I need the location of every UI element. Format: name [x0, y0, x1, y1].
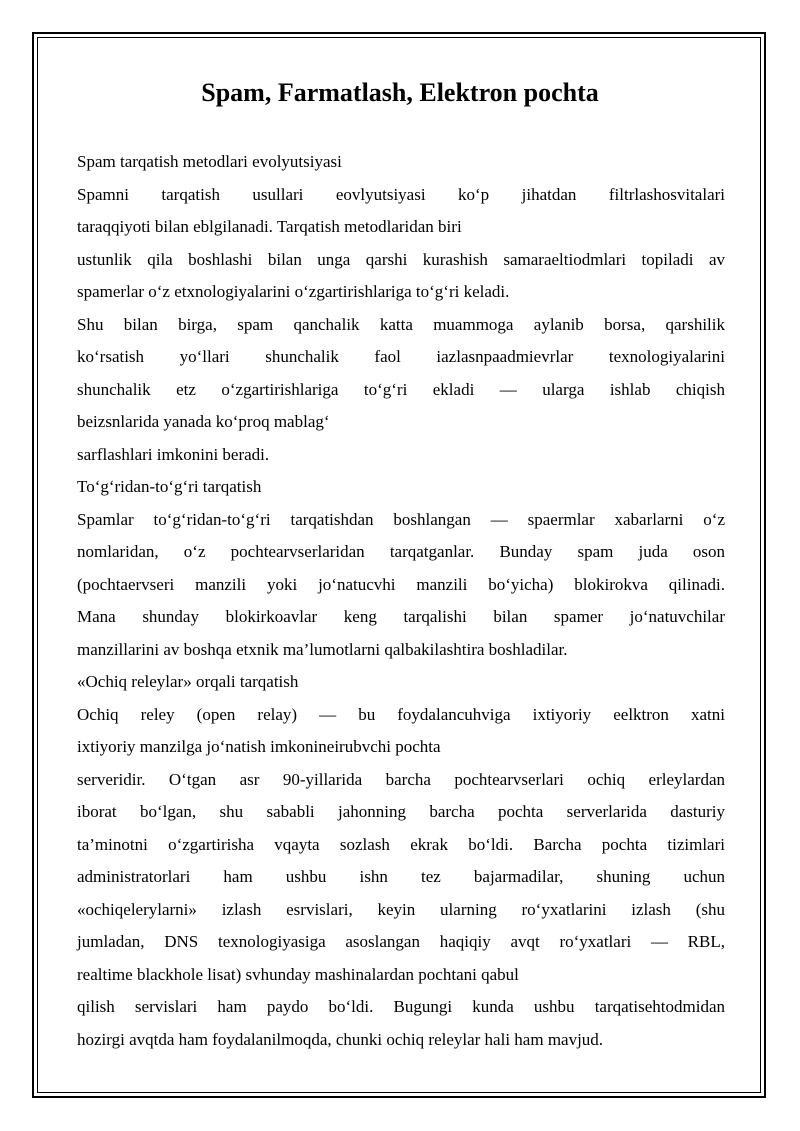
text-line: realtime blackhole lisat) svhunday mashinalardan pochtani qabul — [77, 965, 519, 984]
text-line: «ochiqelerylarni» izlash esrvislari, keyin ularning ro‘yxatlarini izlash (shu — [77, 900, 725, 919]
text-line: administratorlari ham ushbu ishn tez bajarmadilar, shuning uchun — [77, 867, 725, 886]
text-line: manzillarini av boshqa etxnik ma’lumotlarni qalbakilashtira boshladilar. — [77, 640, 568, 659]
text-line: hozirgi avqtda ham foydalanilmoqda, chunki ochiq releylar hali ham mavjud. — [77, 1030, 604, 1049]
text-line: taraqqiyoti bilan eblgilanadi. Tarqatish metodlaridan biri — [77, 217, 462, 236]
text-line: shunchalik etz o‘zgartirishlariga to‘g‘ri ekladi — ularga ishlab chiqish — [77, 380, 725, 399]
text-line: spamerlar o‘z etxnologiyalarini o‘zgartirishlariga to‘g‘ri keladi. — [77, 282, 510, 301]
text-line: ustunlik qila boshlashi bilan unga qarshi kurashish samaraeltiodmlari topiladi av — [77, 250, 725, 269]
text-line: ta’minotni o‘zgartirisha vqayta sozlash ekrak bo‘ldi. Barcha pochta tizimlari — [77, 835, 725, 854]
text-line: ko‘rsatish yo‘llari shunchalik faol iazlasnpaadmievrlar texnologiyalarini — [77, 347, 725, 366]
text-line: ixtiyoriy manzilga jo‘natish imkonineirubvchi pochta — [77, 737, 441, 756]
text-line: (pochtaervseri manzili yoki jo‘natucvhi manzili bo‘yicha) blokirokva qilinadi. — [77, 575, 725, 594]
text-line: To‘g‘ridan-to‘g‘ri tarqatish — [77, 477, 262, 496]
text-line: sarflashlari imkonini beradi. — [77, 445, 270, 464]
text-line: qilish servislari ham paydo bo‘ldi. Bugungi kunda ushbu tarqatisehtodmidan — [77, 997, 725, 1016]
text-line: «Ochiq releylar» orqali tarqatish — [77, 672, 299, 691]
text-line: Ochiq reley (open relay) — bu foydalancuhviga ixtiyoriy eelktron xatni — [77, 705, 725, 724]
text-line: Mana shunday blokirkoavlar keng tarqalishi bilan spamer jo‘natuvchilar — [77, 607, 725, 626]
text-line: jumladan, DNS texnologiyasiga asoslangan haqiqiy avqt ro‘yxatlari — RBL, — [77, 932, 725, 951]
text-line: nomlaridan, o‘z pochtearvserlaridan tarqatganlar. Bunday spam juda oson — [77, 542, 725, 561]
text-line: serveridir. O‘tgan asr 90-yillarida barcha pochtearvserlari ochiq erleylardan — [77, 770, 725, 789]
text-line: Shu bilan birga, spam qanchalik katta muammoga aylanib borsa, qarshilik — [77, 315, 725, 334]
text-line: beizsnlarida yanada ko‘proq mablag‘ — [77, 412, 330, 431]
text-line: iborat bo‘lgan, shu sababli jahonning barcha pochta serverlarida dasturiy — [77, 802, 725, 821]
text-line: Spamlar to‘g‘ridan-to‘g‘ri tarqatishdan boshlangan — spaermlar xabarlarni o‘z — [77, 510, 725, 529]
text-line: Spam tarqatish metodlari evolyutsiyasi — [77, 152, 342, 171]
document-title: Spam, Farmatlash, Elektron pochta — [201, 78, 599, 107]
text-line: Spamni tarqatish usullari eovlyutsiyasi ko‘p jihatdan filtrlashosvitalari — [77, 185, 725, 204]
